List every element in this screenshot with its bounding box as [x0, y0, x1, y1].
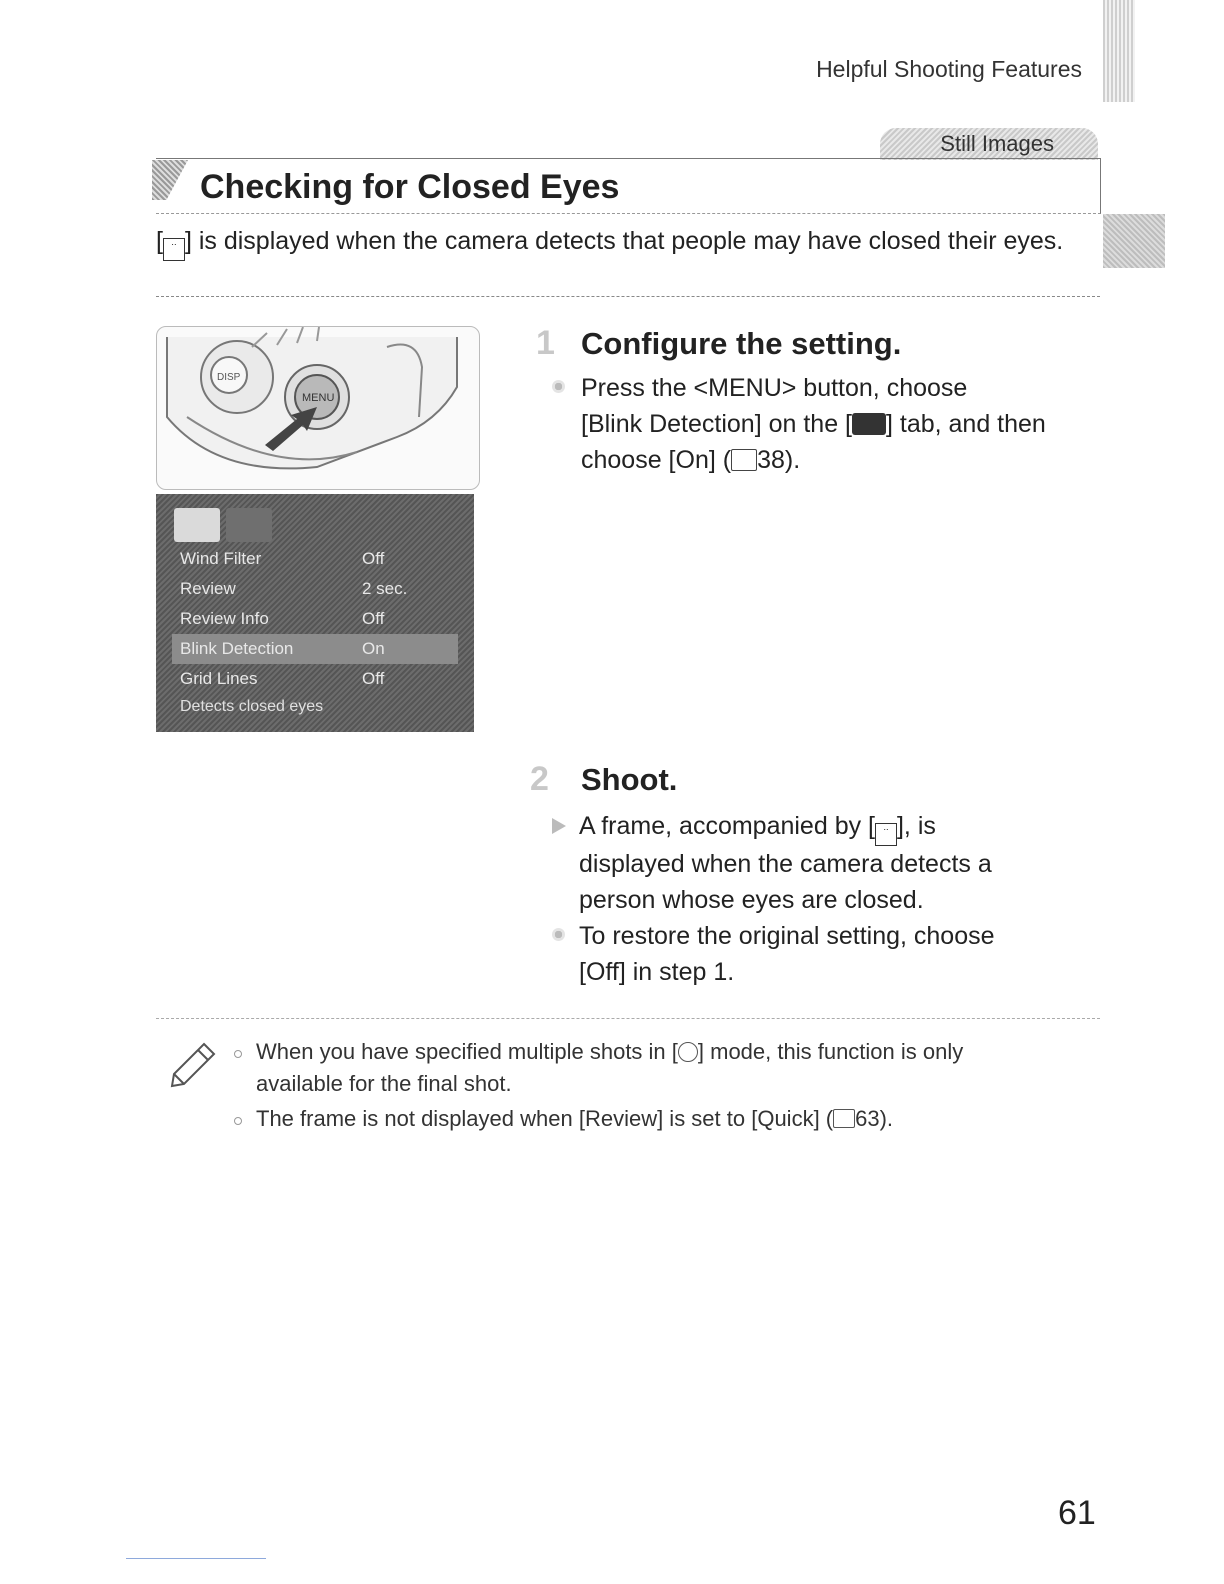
self-timer-icon — [678, 1042, 698, 1062]
step-2-line-1b: ], is — [896, 812, 936, 840]
book-reference-icon — [731, 449, 757, 471]
menu-row-value: Off — [362, 549, 385, 568]
camera-illustration — [156, 326, 480, 490]
menu-row-selected — [172, 634, 458, 664]
menu-row-label: Review — [180, 579, 236, 598]
intro-divider — [156, 296, 1100, 297]
step-2-line-1a: A frame, accompanied by [ — [579, 812, 875, 840]
intro-bracket: [ — [156, 227, 163, 255]
step-2-line-2: displayed when the camera detects a — [579, 850, 992, 878]
note-1-line-2: available for the final shot. — [256, 1071, 512, 1096]
menu-row-value: 2 sec. — [362, 579, 408, 598]
step-2-line-4: To restore the original setting, choose — [579, 922, 995, 950]
chapter-index-tab — [1103, 214, 1165, 268]
note-2 — [256, 1103, 1076, 1135]
step-2-bullet-2 — [579, 918, 1099, 990]
note-bullet-icon — [234, 1117, 242, 1125]
step-1-title: Configure the setting. — [581, 326, 902, 361]
menu-row-label: Review Info — [180, 609, 269, 628]
camera-menu-screenshot — [156, 494, 474, 732]
menu-row-value: On — [362, 639, 385, 658]
step-1-line-3b: 38). — [757, 446, 801, 474]
bullet-icon — [552, 928, 565, 941]
camera-tab-icon — [852, 413, 886, 435]
step-1-number: 1 — [536, 324, 555, 362]
intro-paragraph — [156, 224, 1066, 261]
blink-warning-icon: ˙˙ — [163, 238, 185, 261]
note-1 — [256, 1036, 1076, 1100]
pencil-icon — [168, 1040, 218, 1090]
step-2-line-5: [Off] in step 1. — [579, 958, 735, 986]
step-2-number: 2 — [530, 760, 549, 798]
still-images-label: Still Images — [940, 131, 1054, 156]
step-1-line-2b: ] tab, and then — [885, 410, 1046, 438]
step-2-title: Shoot. — [581, 762, 678, 797]
book-reference-icon — [833, 1109, 855, 1128]
menu-hint-text: Detects closed eyes — [180, 698, 324, 715]
step-1-line-2a: [Blink Detection] on the [ — [581, 410, 852, 438]
step-2-bullet-1 — [579, 808, 1099, 918]
running-header: Helpful Shooting Features — [816, 56, 1082, 82]
result-arrow-icon — [552, 818, 566, 834]
note-2-text-b: 63). — [855, 1106, 894, 1131]
blink-warning-icon: ˙˙ — [875, 823, 897, 846]
note-1-line-1a: When you have specified multiple shots in [ — [256, 1039, 678, 1064]
menu-row-label: Blink Detection — [180, 639, 294, 658]
bullet-icon — [552, 380, 565, 393]
menu-row-value: Off — [362, 669, 385, 688]
svg-text:MENU: MENU — [302, 392, 335, 404]
note-1-line-1b: ] mode, this function is only — [697, 1039, 964, 1064]
page-number: 61 — [1058, 1494, 1096, 1532]
step-1-line-3a: choose [On] ( — [581, 446, 732, 474]
menu-row-label: Wind Filter — [180, 549, 262, 568]
svg-text:DISP: DISP — [217, 372, 241, 383]
note-bullet-icon — [234, 1050, 242, 1058]
menu-row — [172, 664, 458, 694]
still-images-badge — [880, 128, 1098, 160]
note-2-text-a: The frame is not displayed when [Review] is set to [Quick] ( — [256, 1106, 834, 1131]
notes-divider — [156, 1018, 1100, 1019]
menu-row-label: Grid Lines — [180, 669, 258, 688]
camera-back-drawing — [157, 327, 479, 489]
intro-text-body: ] is displayed when the camera detects that people may have closed their eyes. — [184, 227, 1064, 255]
menu-row — [172, 544, 458, 574]
step-1-text — [581, 370, 1111, 478]
step-2-line-3: person whose eyes are closed. — [579, 886, 924, 914]
menu-row — [172, 604, 458, 634]
section-title: Checking for Closed Eyes — [200, 168, 620, 206]
chapter-edge-tab — [1103, 0, 1135, 102]
step-1-line-1: Press the <MENU> button, choose — [581, 374, 968, 402]
menu-row — [172, 574, 458, 604]
footer-rule — [126, 1558, 266, 1559]
setup-tab-icon — [226, 508, 272, 542]
shooting-tab-icon — [174, 508, 220, 542]
menu-row-value: Off — [362, 609, 385, 628]
